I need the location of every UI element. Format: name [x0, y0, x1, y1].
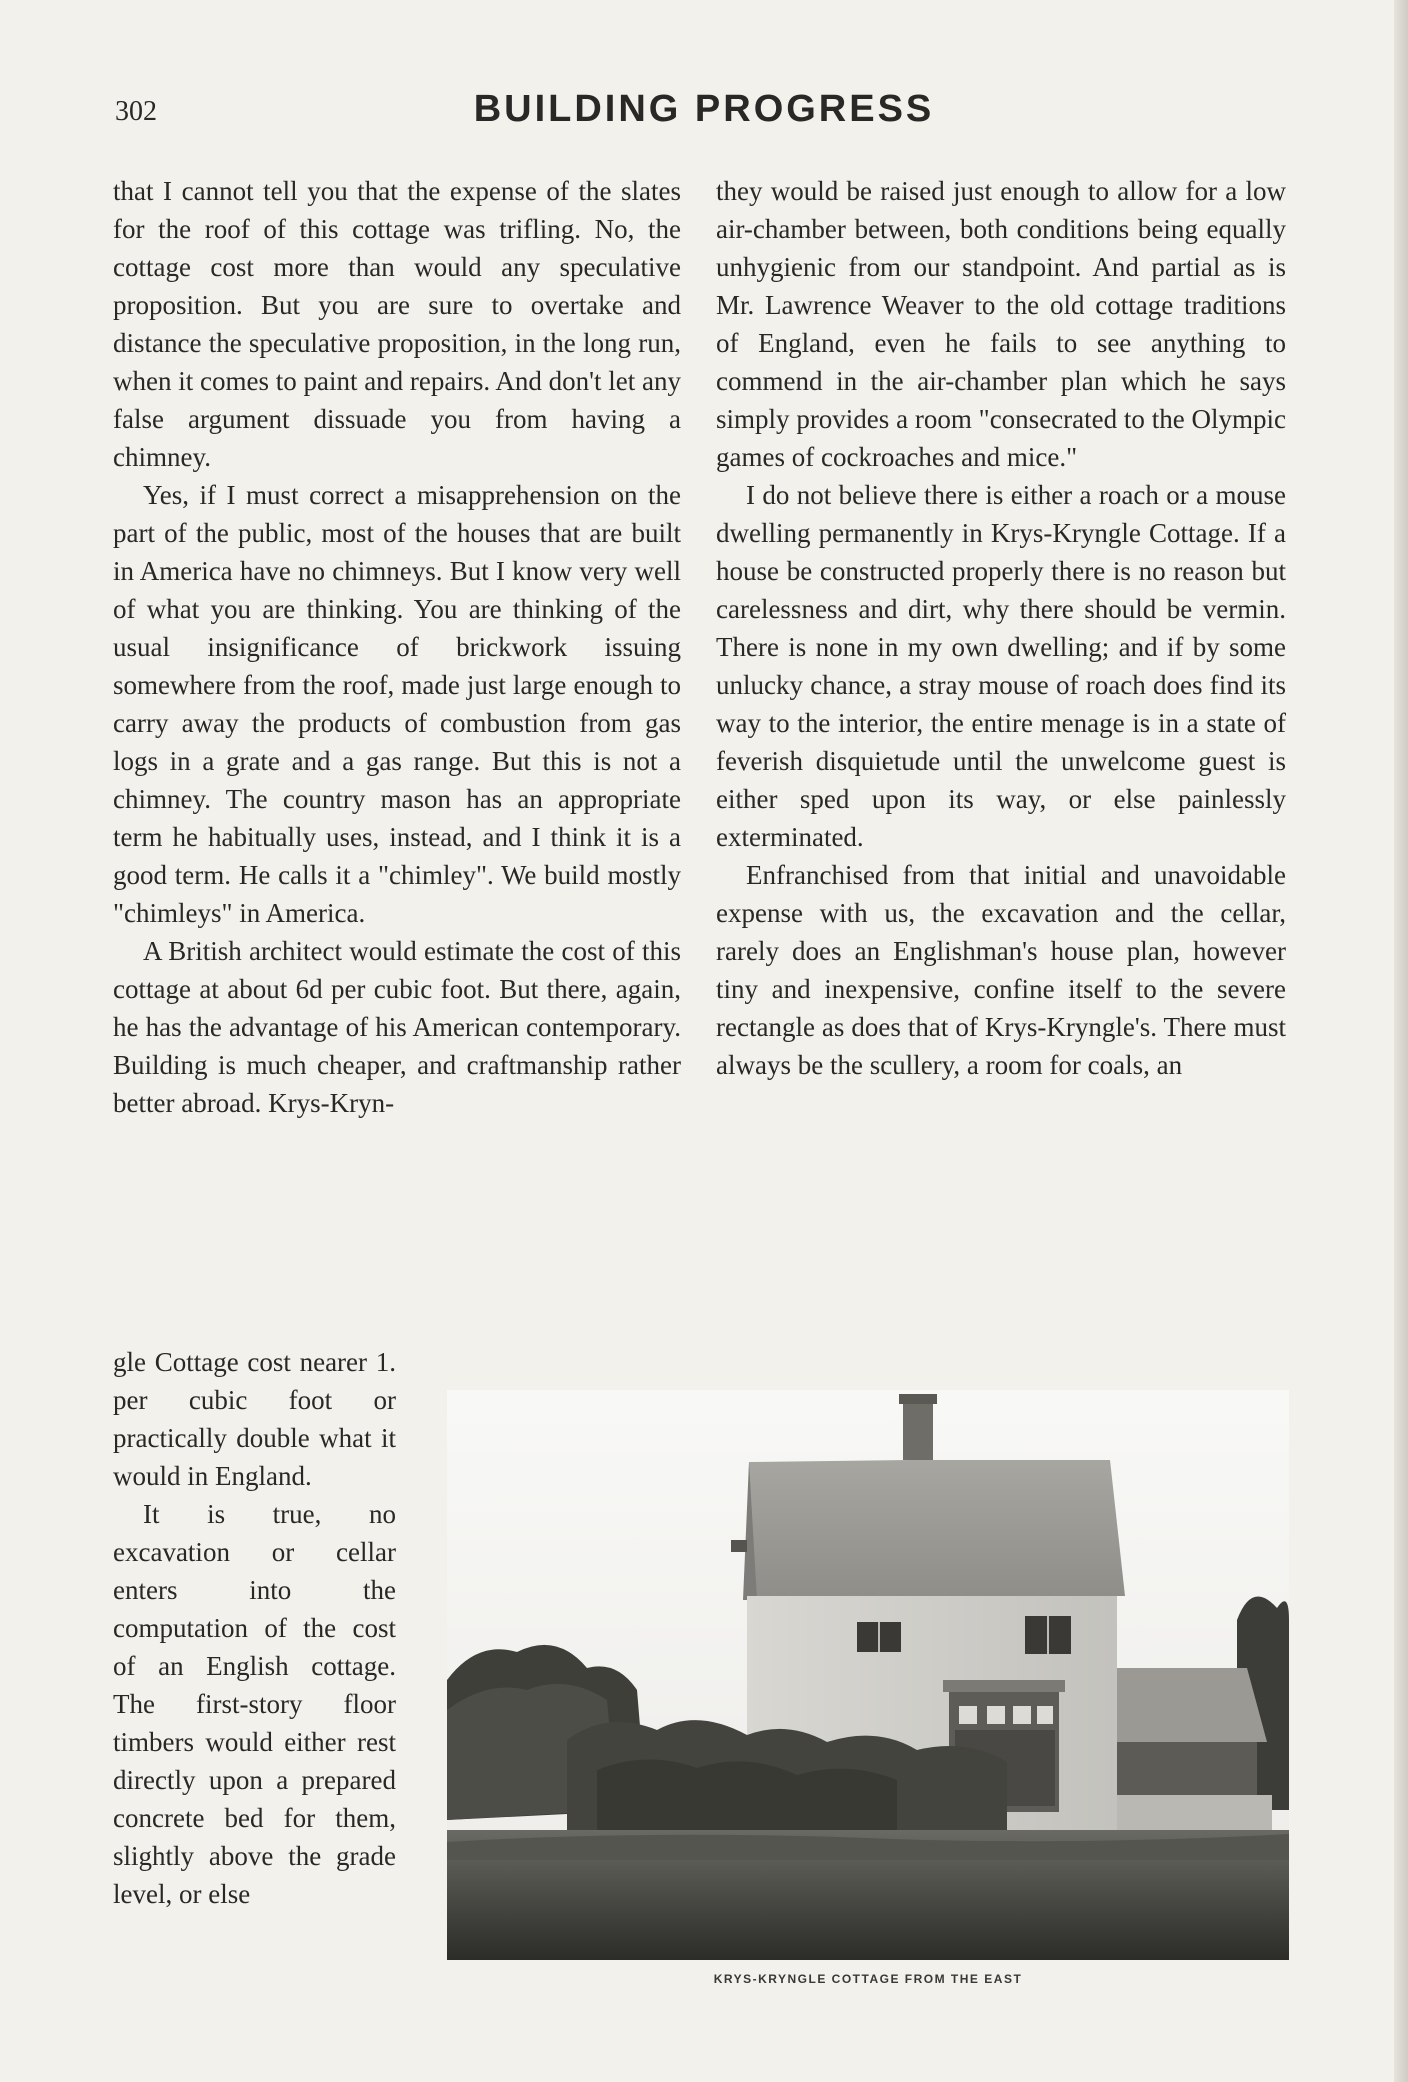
paragraph: I do not believe there is either a roach or a mouse dwelling permanently in Krys-Kryngle Cottage. If a house be constructed properly there is no reason but carelessness and dirt, why there should be vermin. There is none in my own dwelling; and if by some unlucky chance, a stray mouse of roach does find its way to the interior, the entire menage is in a state of feverish disquietude until the unwelcome guest is either sped upon its way, or else painlessly exterminated.	[716, 480, 1286, 852]
cottage-photograph	[447, 1390, 1289, 1960]
paragraph: It is true, no excavation or cellar enters into the computation of the cost of an English cottage. The first-story floor timbers would either rest directly upon a prepared concrete bed for them, slightly above the grade level, or else	[113, 1499, 396, 1909]
running-head-title: BUILDING PROGRESS	[473, 88, 935, 130]
left-text-column	[113, 172, 681, 1122]
paragraph: A British architect would estimate the cost of this cottage at about 6d per cubic foot. But there, again, he has the advantage of his American contemporary. Building is much cheaper, and craftmanship rather better abroad. Krys-Kryn-	[113, 936, 681, 1118]
paragraph: that I cannot tell you that the expense of the slates for the roof of this cottage was trifling. No, the cottage cost more than would any speculative proposition. But you are sure to overtake and distance the speculative proposition, in the long run, when it comes to paint and repairs. And don't let any false argument dissuade you from having a chimney.	[113, 176, 681, 472]
paragraph: Yes, if I must correct a misapprehension on the part of the public, most of the houses that are built in America have no chimneys. But I know very well of what you are thinking. You are thinking of the usual insignificance of brickwork issuing somewhere from the roof, made just large enough to carry away the products of combustion from gas logs in a grate and a gas range. But this is not a chimney. The country mason has an appropriate term he habitually uses, instead, and I think it is a good term. He calls it a "chimley". We build mostly "chimleys" in America.	[113, 480, 681, 928]
narrow-text-column	[113, 1343, 396, 1913]
page-edge-shadow	[1394, 0, 1408, 2082]
page-number: 302	[115, 96, 157, 127]
right-text-column	[716, 172, 1286, 1084]
paragraph: they would be raised just enough to allow for a low air-chamber between, both conditions being equally unhygienic from our standpoint. And partial as is Mr. Lawrence Weaver to the old cottage traditions of England, even he fails to see anything to commend in the air-chamber plan which he says simply provides a room "consecrated to the Olympic games of cockroaches and mice."	[716, 176, 1286, 472]
paragraph: Enfranchised from that initial and unavoidable expense with us, the excavation and the cellar, rarely does an Englishman's house plan, however tiny and inexpensive, confine itself to the severe rectangle as does that of Krys-Kryngle's. There must always be the scullery, a room for coals, an	[716, 860, 1286, 1080]
figure-caption: KRYS-KRYNGLE COTTAGE FROM THE EAST	[713, 1972, 1023, 1986]
paragraph: gle Cottage cost nearer 1. per cubic foot or practically double what it would in England.	[113, 1347, 396, 1491]
